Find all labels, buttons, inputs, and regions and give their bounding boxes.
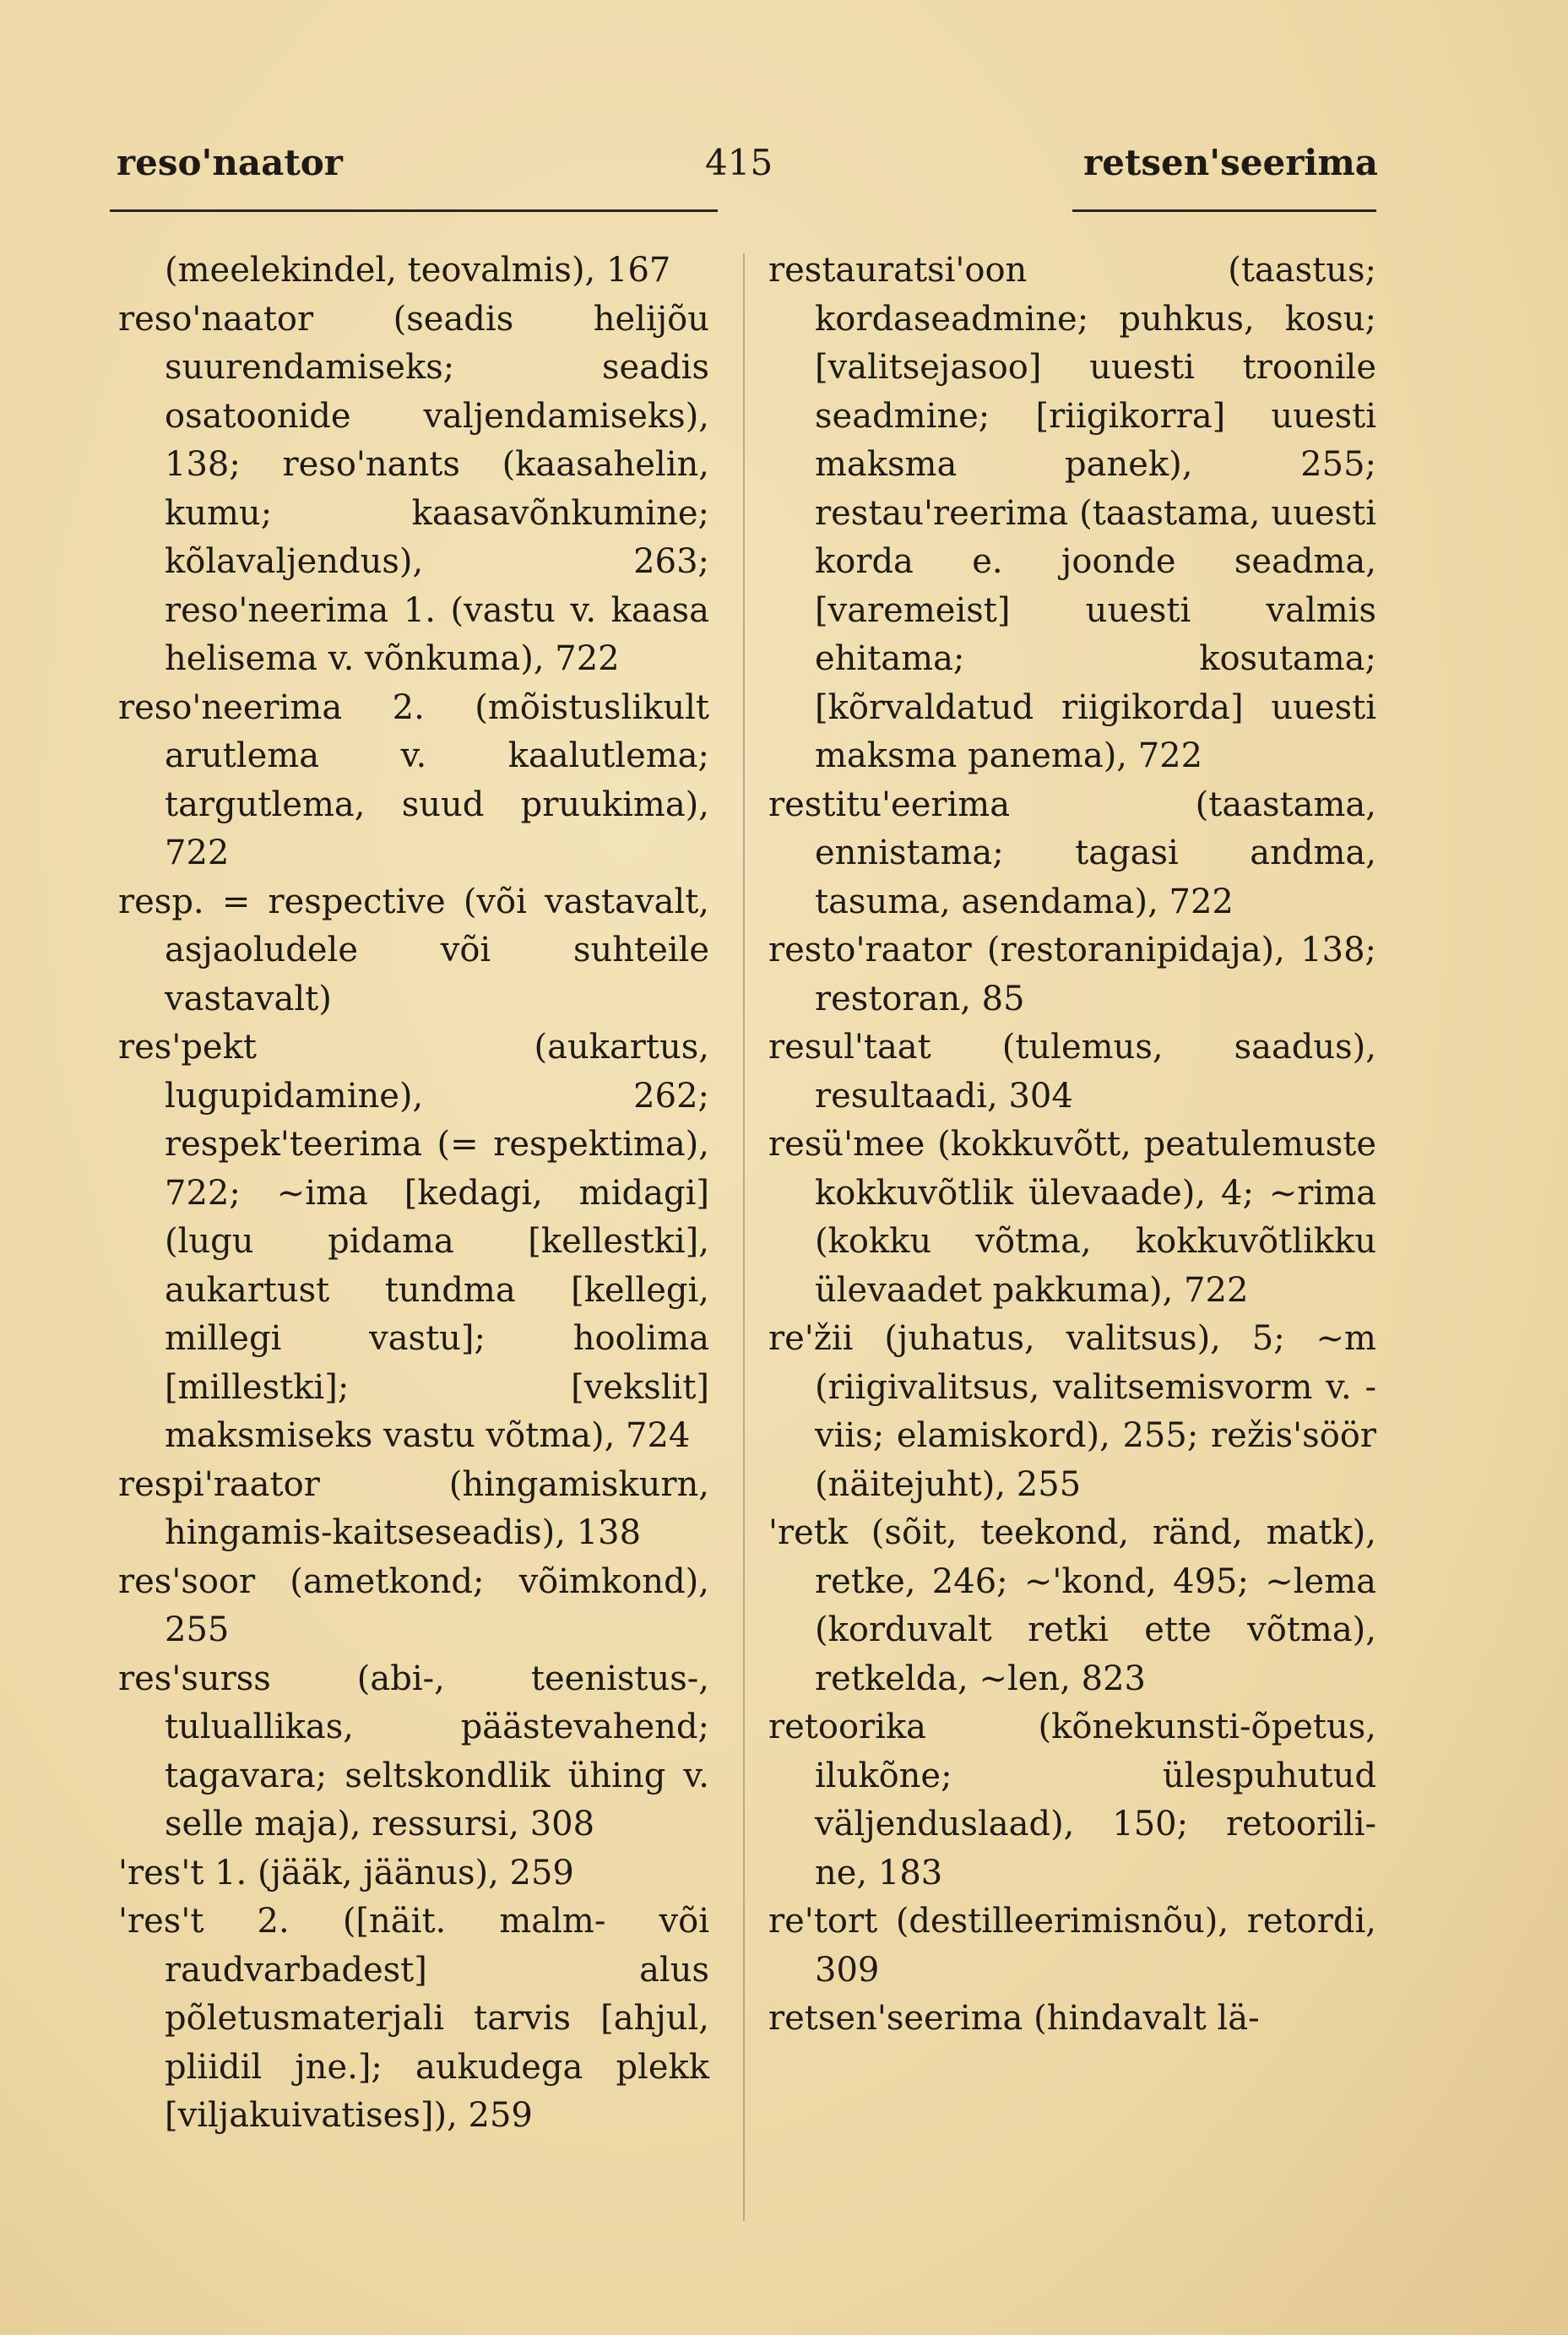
entry-resonaator: reso'naator (seadis helijõu suurendamiseks; seadis osatoonide valjendamiseks), 138; reso'nants (kaasahelin, kumu; kaasavõnkumine; kõlavaljendus), 263; reso'neerima 1. (vastu v. kaasa helisema v. võnkuma), 722: [118, 299, 709, 678]
entry-respiraator: respi'raator (hingamiskurn, hingamis-kaitseseadis), 138: [118, 1464, 709, 1552]
column-divider: [743, 253, 745, 2221]
page-number: 415: [705, 142, 773, 183]
entry-resultaat: resul'taat (tulemus, saadus), resultaadi, 304: [768, 1028, 1376, 1116]
entry-ressoor: res'soor (ametkond; võimkond), 255: [118, 1561, 709, 1649]
page-header: [0, 142, 1568, 201]
entry-retk: 'retk (sõit, teekond, ränd, matk), retke, 246; ~'kond, 495; ~lema (korduvalt retki ette võtma), retkelda, ~len, 823: [768, 1513, 1376, 1698]
entry-rezii: re'žii (juhatus, valitsus), 5; ~m (riigivalitsus, valitsemisvorm v. -viis; elamiskord), 255; režis'söör (näitejuht), 255: [768, 1319, 1376, 1504]
entry-restauratsioon: restauratsi'oon (taastus; kordaseadmine; puhkus, kosu; [valitsejasoo] uuesti troonile seadmine; [riigikorra] uuesti maksma panek), 255; restau'reerima (taastama, uuesti korda e. joonde seadma, [varemeist] uuesti valmis ehitama; kosutama; [kõrvaldatud riigikorda] uuesti maksma panema), 722: [768, 251, 1376, 775]
entry-ressurss: res'surss (abi-, teenistus-, tuluallikas, päästevahend; tagavara; seltskondlik ühing v. selle maja), ressursi, 308: [118, 1659, 709, 1844]
entry-resp: resp. = respective (või vastavalt, asjaoludele või suhteile vastavalt): [118, 882, 709, 1018]
left-column: [118, 247, 709, 2141]
right-running-headword: retsen'seerima: [1083, 142, 1378, 183]
entry-retsenseerima: retsen'seerima (hindavalt lä-: [768, 1999, 1260, 2038]
entry-resoneerima-2: reso'neerima 2. (mõistuslikult arutlema v. kaalutlema; targutlema, suud pruukima), 722: [118, 687, 709, 872]
left-running-headword: reso'naator: [117, 142, 343, 183]
entry-retort: re'tort (destilleerimisnõu), retordi, 309: [768, 1902, 1376, 1990]
entry-restoraator: resto'raator (restoranipidaja), 138; restoran, 85: [768, 931, 1376, 1018]
header-rule-right: [1072, 209, 1376, 212]
entry-respekt: res'pekt (aukartus, lugupidamine), 262; respek'teerima (= respektima), 722; ~ima [kedagi, midagi] (lugu pidama [kellestki], aukartust tundma [kellegi, millegi vastu]; hoolima [millestki]; [vekslit] maksmiseks vastu võtma), 724: [118, 1028, 709, 1455]
entry-resumee: resü'mee (kokkuvõtt, peatulemuste kokkuvõtlik ülevaade), 4; ~rima (kokku võtma, kokkuvõtlikku ülevaadet pakkuma), 722: [768, 1125, 1376, 1310]
entry-rest-2: 'res't 2. ([näit. malm- või raudvarbadest] alus põletusmaterjali tarvis [ahjul, pliidil jne.]; aukudega plekk [viljakuivatises]), 259: [118, 1902, 709, 2135]
entry-retoorika: retoorika (kõnekunsti-õpetus, ilukõne; ülespuhutud väljenduslaad), 150; retoorili- ne, 183: [768, 1708, 1376, 1892]
entry-continuation: (meelekindel, teovalmis), 167: [165, 251, 671, 290]
right-column: [768, 247, 1376, 2044]
entry-rest-1: 'res't 1. (jääk, jäänus), 259: [118, 1853, 574, 1892]
entry-restitueerima: restitu'eerima (taastama, ennistama; tagasi andma, tasuma, asendama), 722: [768, 785, 1376, 921]
header-rule-left: [110, 209, 718, 212]
